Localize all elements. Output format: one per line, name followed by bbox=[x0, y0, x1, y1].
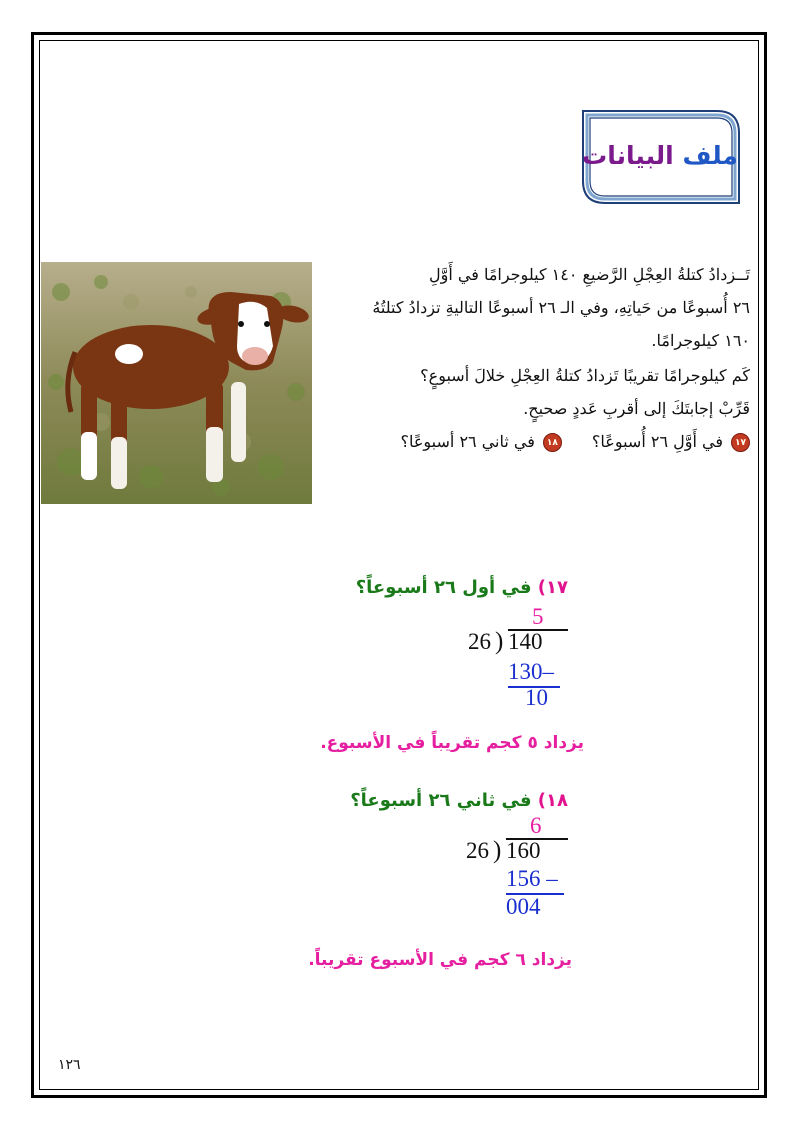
answer-17: يزداد ٥ كجم تقريباً في الأسبوع. bbox=[320, 733, 584, 753]
question-17-text: في أَوَّلِ ٢٦ أُسبوعًا؟ bbox=[591, 432, 723, 451]
subtrahend: 130– bbox=[508, 659, 554, 684]
page-title bbox=[577, 141, 743, 170]
solution-18-number: ١٨) bbox=[537, 790, 568, 811]
page-number: ١٢٦ bbox=[58, 1057, 81, 1073]
problem-line: ٢٦ أُسبوعًا من حَياتِهِ، وفي الـ ٢٦ أسبوعًا التاليةِ تزدادُ كتلتُهُ bbox=[372, 298, 750, 317]
quotient: 5 bbox=[532, 604, 544, 629]
problem-line: كَم كيلوجرامًا تقريبًا تَزدادُ كتلةُ العِجْلِ خلالَ أسبوعٍ؟ bbox=[420, 366, 750, 385]
remainder: 10 bbox=[525, 685, 548, 710]
title-word-file: ملف bbox=[682, 141, 738, 170]
dividend: 160 bbox=[506, 838, 541, 863]
division-bracket: ) bbox=[495, 628, 504, 655]
problem-line: قَرِّبْ إجابتَكَ إلى أقربِ عَددٍ صحيحٍ. bbox=[523, 399, 750, 418]
dividend: 140 bbox=[508, 629, 543, 654]
calf-photo bbox=[41, 262, 312, 504]
solution-17-heading bbox=[356, 577, 568, 598]
long-division-18 bbox=[466, 813, 578, 923]
remainder: 004 bbox=[506, 894, 541, 919]
divisor: 26 bbox=[468, 629, 491, 654]
question-18-badge: ١٨ bbox=[543, 433, 562, 452]
title-box bbox=[577, 107, 743, 207]
solution-17-number: ١٧) bbox=[537, 577, 568, 598]
questions-row bbox=[310, 425, 750, 459]
problem-text bbox=[310, 258, 750, 459]
solution-18-heading bbox=[350, 790, 568, 811]
long-division-17 bbox=[468, 604, 578, 714]
division-bracket: ) bbox=[493, 837, 502, 864]
question-18-text: في ثاني ٢٦ أسبوعًا؟ bbox=[400, 432, 535, 451]
question-17-badge: ١٧ bbox=[731, 433, 750, 452]
title-word-data: البيانات bbox=[582, 141, 674, 170]
quotient: 6 bbox=[530, 813, 542, 838]
problem-line: ١٦٠ كيلوجرامًا. bbox=[651, 331, 750, 350]
problem-line: تَــزدادُ كتلةُ العِجْلِ الرَّضيعِ ١٤٠ كيلوجرامًا في أَوَّلِ bbox=[428, 265, 750, 284]
solution-17-title: في أول ٢٦ أسبوعاً؟ bbox=[355, 577, 532, 598]
answer-18: يزداد ٦ كجم في الأسبوع تقريباً. bbox=[308, 950, 572, 970]
divisor: 26 bbox=[466, 838, 489, 863]
solution-18-title: في ثاني ٢٦ أسبوعاً؟ bbox=[350, 790, 532, 811]
subtrahend: 156 – bbox=[506, 866, 558, 891]
